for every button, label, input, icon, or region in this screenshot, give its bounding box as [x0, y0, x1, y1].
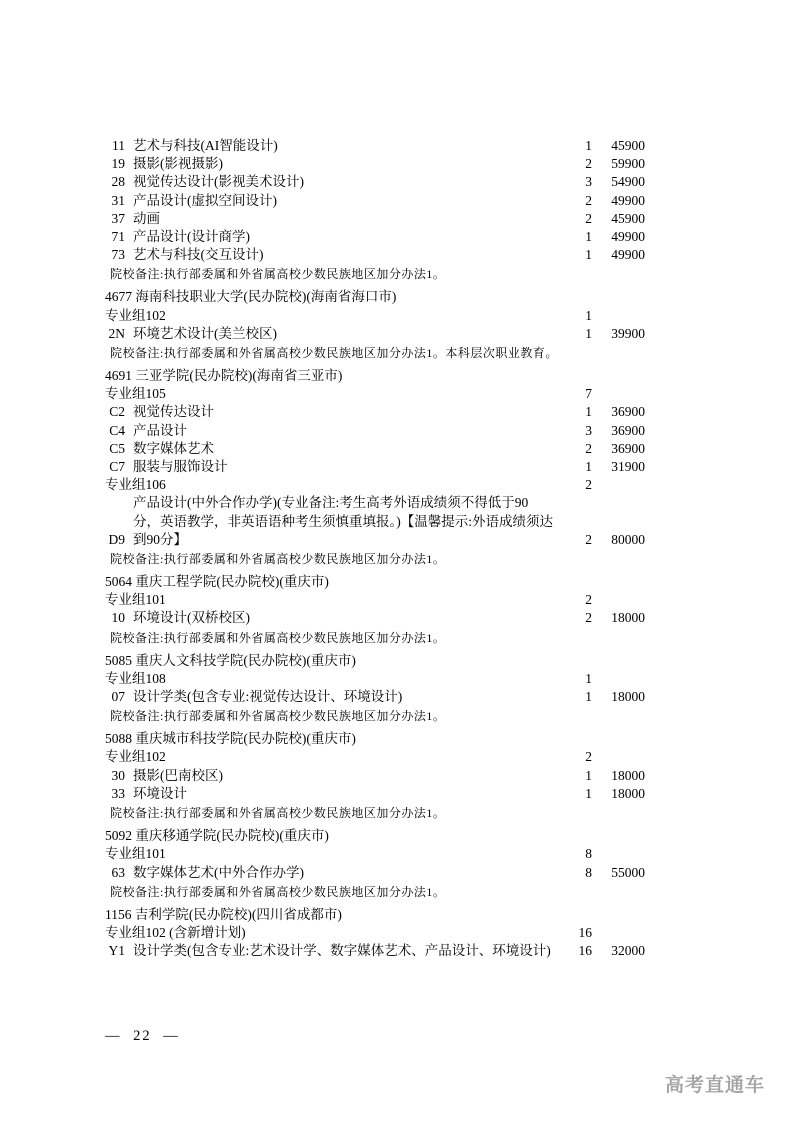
table-row-major [105, 137, 645, 155]
plan-count-cell: 1 [585, 785, 592, 801]
school-header-row [105, 906, 645, 924]
school-note: 院校备注:执行部委属和外省属高校少数民族地区加分办法1。本科层次职业教育。 [110, 346, 558, 361]
group-label: 专业组108 [105, 670, 166, 686]
major-name-cell: 环境设计 [133, 785, 187, 801]
major-group-row [105, 924, 645, 942]
major-name-cell: 产品设计 [133, 422, 187, 438]
plan-count-cell: 8 [585, 846, 592, 862]
major-code-cell: 19 [111, 156, 125, 172]
table-row-major [105, 192, 645, 210]
table-row-major [105, 210, 645, 228]
group-label: 专业组101 [105, 592, 166, 608]
major-code-cell: C7 [109, 459, 125, 475]
watermark: 高考直通车 [664, 1075, 765, 1096]
school-name: 5092 重庆移通学院(民办院校)(重庆市) [105, 828, 329, 844]
document-rows [105, 137, 645, 960]
major-group-row [105, 591, 645, 609]
school-name: 5088 重庆城市科技学院(民办院校)(重庆市) [105, 731, 356, 747]
table-row-major [105, 864, 645, 882]
table-row-major [105, 494, 645, 549]
plan-count-cell: 1 [585, 229, 592, 245]
plan-count-cell: 3 [585, 422, 592, 438]
tuition-fee-cell: 31900 [611, 459, 645, 475]
tuition-fee-cell: 45900 [611, 138, 645, 153]
major-name-cell: 摄影(巴南校区) [133, 767, 223, 783]
major-code-cell: 07 [111, 689, 125, 705]
school-header-row [105, 573, 645, 591]
tuition-fee-cell: 18000 [611, 785, 645, 801]
school-name: 4691 三亚学院(民办院校)(海南省三亚市) [105, 368, 343, 384]
school-note: 院校备注:执行部委属和外省属高校少数民族地区加分办法1。 [110, 630, 446, 645]
major-code-cell: D9 [108, 531, 125, 547]
plan-count-cell: 3 [585, 174, 592, 190]
table-row-major [105, 942, 645, 960]
tuition-fee-cell: 18000 [611, 767, 645, 783]
plan-count-cell: 1 [585, 138, 592, 153]
major-group-row [105, 845, 645, 863]
major-group-row [105, 670, 645, 688]
plan-count-cell: 2 [585, 749, 592, 765]
school-name: 4677 海南科技职业大学(民办院校)(海南省海口市) [105, 289, 397, 305]
major-name-cell: 视觉传达设计(影视美术设计) [133, 174, 304, 190]
plan-count-cell: 1 [585, 404, 592, 420]
major-name-cell: 摄影(影视摄影) [133, 156, 223, 172]
school-header-row [105, 367, 645, 385]
page-number: — 22 — [105, 1028, 180, 1044]
plan-count-cell: 1 [585, 459, 592, 475]
major-code-cell: 11 [112, 138, 125, 153]
table-row-major [105, 403, 645, 421]
plan-count-cell: 1 [585, 247, 592, 263]
plan-count-cell: 16 [578, 924, 592, 940]
school-note: 院校备注:执行部委属和外省属高校少数民族地区加分办法1。 [110, 552, 446, 567]
tuition-fee-cell: 18000 [611, 610, 645, 626]
plan-count-cell: 2 [585, 531, 592, 547]
school-header-row [105, 827, 645, 845]
major-name-cell: 产品设计(中外合作办学)(专业备注:考生高考外语成绩须不得低于90分，英语教学，非英语语种考生须慎重填报。)【温馨提示:外语成绩须达到90分】 [133, 495, 553, 547]
plan-count-cell: 2 [585, 210, 592, 226]
major-name-cell: 设计学类(包含专业:视觉传达设计、环境设计) [133, 689, 403, 705]
plan-count-cell: 16 [578, 943, 592, 959]
major-name-cell: 环境设计(双桥校区) [133, 610, 250, 626]
plan-count-cell: 2 [585, 440, 592, 456]
major-code-cell: 10 [111, 610, 125, 626]
table-row-major [105, 767, 645, 785]
plan-count-cell: 8 [585, 864, 592, 880]
tuition-fee-cell: 36900 [611, 404, 645, 420]
group-label: 专业组102 [105, 307, 166, 323]
school-name: 1156 吉利学院(民办院校)(四川省成都市) [105, 906, 342, 922]
major-code-cell: 31 [111, 192, 125, 208]
tuition-fee-cell: 54900 [611, 174, 645, 190]
tuition-fee-cell: 49900 [611, 229, 645, 245]
table-row-major [105, 458, 645, 476]
major-name-cell: 数字媒体艺术 [133, 440, 214, 456]
tuition-fee-cell: 55000 [611, 864, 645, 880]
major-group-row [105, 748, 645, 766]
group-label: 专业组105 [105, 386, 166, 402]
plan-count-cell: 7 [585, 386, 592, 402]
major-group-row [105, 476, 645, 494]
major-name-cell: 艺术与科技(交互设计) [133, 247, 264, 263]
plan-count-cell: 2 [585, 156, 592, 172]
school-note: 院校备注:执行部委属和外省属高校少数民族地区加分办法1。 [110, 267, 446, 282]
major-code-cell: 2N [108, 325, 125, 341]
major-code-cell: Y1 [108, 943, 125, 959]
table-row-major [105, 246, 645, 264]
major-name-cell: 艺术与科技(AI智能设计) [133, 138, 278, 153]
tuition-fee-cell: 36900 [611, 422, 645, 438]
plan-count-cell: 2 [585, 592, 592, 608]
school-note: 院校备注:执行部委属和外省属高校少数民族地区加分办法1。 [110, 806, 446, 821]
tuition-fee-cell: 49900 [611, 192, 645, 208]
school-header-row [105, 730, 645, 748]
tuition-fee-cell: 59900 [611, 156, 645, 172]
tuition-fee-cell: 45900 [611, 210, 645, 226]
major-code-cell: 63 [111, 864, 125, 880]
school-name: 5064 重庆工程学院(民办院校)(重庆市) [105, 574, 329, 590]
plan-count-cell: 2 [585, 477, 592, 493]
tuition-fee-cell: 36900 [611, 440, 645, 456]
group-label: 专业组102 (含新增计划) [105, 924, 246, 940]
major-group-row [105, 385, 645, 403]
plan-count-cell: 1 [585, 670, 592, 686]
major-group-row [105, 307, 645, 325]
major-name-cell: 服装与服饰设计 [133, 459, 228, 475]
school-note: 院校备注:执行部委属和外省属高校少数民族地区加分办法1。 [110, 884, 446, 899]
plan-count-cell: 1 [585, 767, 592, 783]
table-row-major [105, 440, 645, 458]
plan-count-cell: 1 [585, 307, 592, 323]
school-note: 院校备注:执行部委属和外省属高校少数民族地区加分办法1。 [110, 709, 446, 724]
plan-count-cell: 2 [585, 610, 592, 626]
table-row-major [105, 688, 645, 706]
group-label: 专业组102 [105, 749, 166, 765]
tuition-fee-cell: 80000 [611, 531, 645, 547]
tuition-fee-cell: 49900 [611, 247, 645, 263]
table-row-major [105, 173, 645, 191]
table-row-major [105, 228, 645, 246]
plan-count-cell: 1 [585, 689, 592, 705]
major-name-cell: 数字媒体艺术(中外合作办学) [133, 864, 304, 880]
tuition-fee-cell: 18000 [611, 689, 645, 705]
plan-count-cell: 1 [585, 325, 592, 341]
major-code-cell: C4 [109, 422, 125, 438]
table-row-major [105, 422, 645, 440]
table-row-major [105, 155, 645, 173]
group-label: 专业组106 [105, 477, 166, 493]
major-name-cell: 产品设计(虚拟空间设计) [133, 192, 277, 208]
group-label: 专业组101 [105, 846, 166, 862]
table-row-major [105, 325, 645, 343]
table-row-major [105, 609, 645, 627]
plan-count-cell: 2 [585, 192, 592, 208]
major-name-cell: 环境艺术设计(美兰校区) [133, 325, 277, 341]
school-name: 5085 重庆人文科技学院(民办院校)(重庆市) [105, 652, 356, 668]
major-code-cell: C5 [109, 440, 125, 456]
major-code-cell: 28 [111, 174, 125, 190]
major-code-cell: 37 [111, 210, 125, 226]
tuition-fee-cell: 39900 [611, 325, 645, 341]
major-code-cell: 30 [111, 767, 125, 783]
major-name-cell: 设计学类(包含专业:艺术设计学、数字媒体艺术、产品设计、环境设计) [133, 943, 551, 959]
major-code-cell: C2 [109, 404, 125, 420]
tuition-fee-cell: 32000 [611, 943, 645, 959]
major-code-cell: 73 [111, 247, 125, 263]
major-name-cell: 视觉传达设计 [133, 404, 214, 420]
school-header-row [105, 288, 645, 306]
major-name-cell: 动画 [133, 210, 160, 226]
school-header-row [105, 652, 645, 670]
major-name-cell: 产品设计(设计商学) [133, 229, 250, 245]
major-code-cell: 71 [111, 229, 125, 245]
major-code-cell: 33 [111, 785, 125, 801]
table-row-major [105, 785, 645, 803]
